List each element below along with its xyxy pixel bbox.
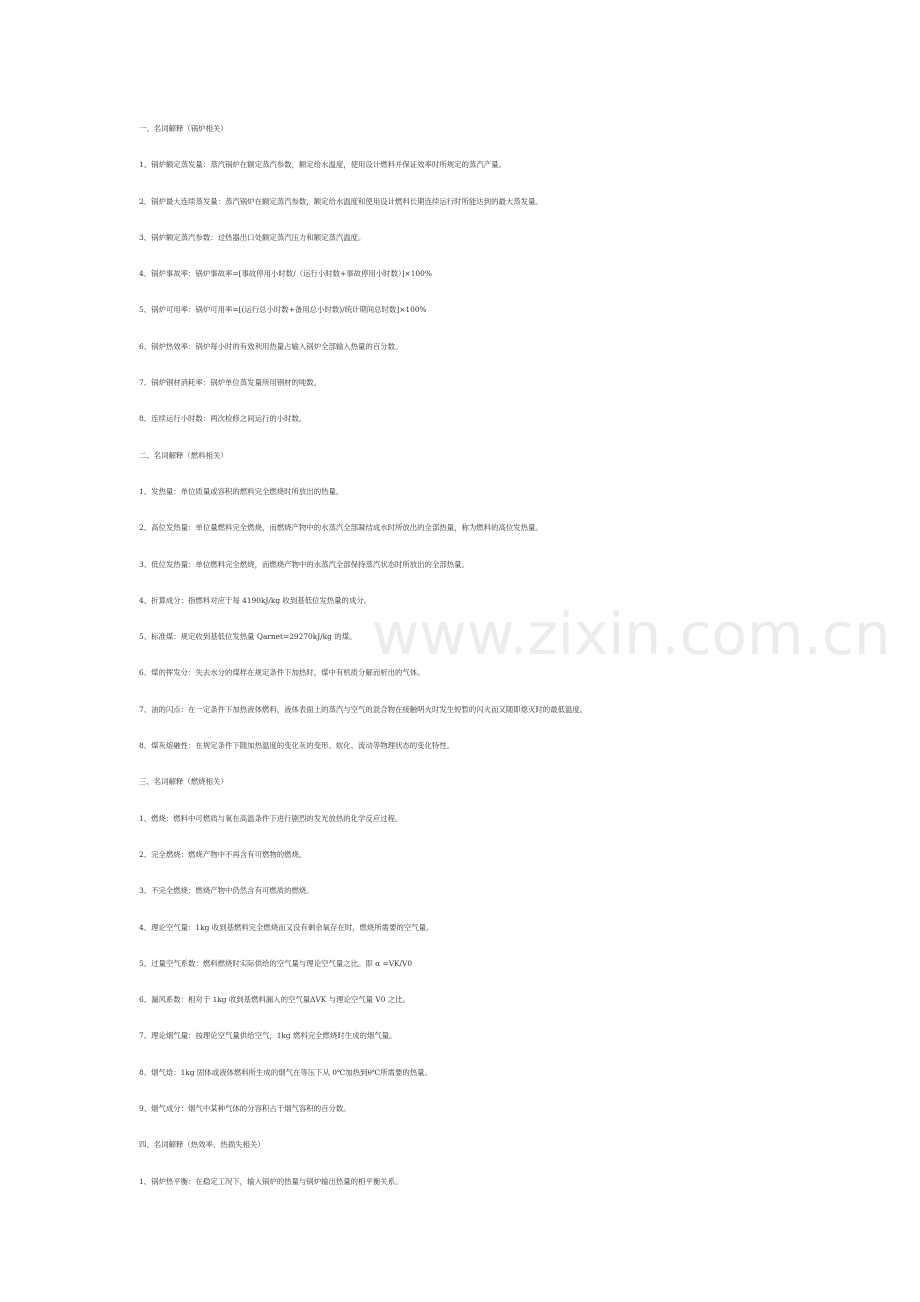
- list-item: 4、理论空气量：1kg 收到基燃料完全燃烧而又没有剩余氧存在时，燃烧所需要的空气量。: [139, 922, 434, 932]
- list-item: 5、锅炉可用率：锅炉可用率=[(运行总小时数+备用总小时数)/统计期间总时数]×100%: [139, 305, 427, 315]
- list-item: 8、连续运行小时数：两次检修之间运行的小时数。: [139, 414, 307, 424]
- list-item: 6、煤的挥发分：失去水分的煤样在规定条件下加热时，煤中有机质分解而析出的气体。: [139, 668, 425, 678]
- list-item: 4、折算成分：指燃料对应于每 4190kJ/kg 收到基低位发热量的成分。: [139, 595, 372, 605]
- section-heading: 三、名词解释（燃烧相关）: [139, 777, 228, 787]
- section-heading: 四、名词解释（热效率、热损失相关）: [139, 1140, 265, 1150]
- list-item: 3、不完全燃烧：燃烧产物中仍然含有可燃质的燃烧。: [139, 886, 314, 896]
- list-item: 3、锅炉额定蒸汽参数：过热器出口处额定蒸汽压力和额定蒸汽温度。: [139, 232, 366, 242]
- section-heading: 二、名词解释（燃料相关）: [139, 450, 228, 460]
- list-item: 2、锅炉最大连续蒸发量：蒸汽锅炉在额定蒸汽参数，额定给水温度和使用设计燃料长期连续运行时所能达到的最大蒸发量。: [139, 196, 543, 206]
- list-item: 5、过量空气系数：燃料燃烧时实际供给的空气量与理论空气量之比。即 α =VK/V0: [139, 958, 413, 968]
- list-item: 5、标准煤：规定收到基低位发热量 Qarnet=29270kJ/kg 的煤。: [139, 632, 357, 642]
- list-item: 4、锅炉事故率：锅炉事故率=[事故停用小时数/（运行小时数+事故停用小时数）]×100%: [139, 269, 432, 279]
- list-item: 8、煤灰熔融性：在规定条件下随加热温度的变化灰的变形、软化、流动等物理状态的变化特性。: [139, 741, 455, 751]
- list-item: 1、锅炉热平衡：在稳定工况下，输入锅炉的热量与锅炉输出热量的相平衡关系。: [139, 1176, 403, 1186]
- list-item: 7、理论烟气量：按理论空气量供给空气，1kg 燃料完全燃烧时生成的烟气量。: [139, 1031, 397, 1041]
- list-item: 6、漏风系数：相对于 1kg 收到基燃料漏入的空气量ΔVK 与理论空气量 V0 之比。: [139, 995, 410, 1005]
- watermark: www.zixin.com.cn: [372, 600, 891, 668]
- document-body: [139, 124, 839, 1187]
- list-item: 2、完全燃烧：燃烧产物中不再含有可燃物的燃烧。: [139, 849, 307, 859]
- list-item: 1、发热量：单位质量或容积的燃料完全燃烧时所放出的热量。: [139, 486, 344, 496]
- list-item: 1、燃烧：燃料中可燃质与氧在高温条件下进行剧烈的发光放热的化学反应过程。: [139, 813, 403, 823]
- list-item: 9、烟气成分：烟气中某种气体的分容积占干烟气容积的百分数。: [139, 1104, 351, 1114]
- section-heading: 一、名词解释（锅炉相关）: [139, 124, 228, 133]
- list-item: 7、油的闪点：在一定条件下加热液体燃料，液体表面上的蒸汽与空气的混合物在接触明火时发生短暂的闪火而又随即熄灭时的最低温度。: [139, 704, 588, 714]
- list-item: 7、锅炉钢材消耗率：锅炉单位蒸发量所用钢材的吨数。: [139, 378, 322, 388]
- list-item: 1、锅炉额定蒸发量：蒸汽锅炉在额定蒸汽参数，额定给水温度，使用设计燃料并保证效率时所规定的蒸汽产量。: [139, 160, 506, 170]
- list-item: 2、高位发热量：单位量燃料完全燃烧，而燃烧产物中的水蒸汽全部凝结成水时所放出的全部热量，称为燃料的高位发热量。: [139, 523, 543, 533]
- list-item: 3、低位发热量：单位燃料完全燃烧，而燃烧产物中的水蒸汽全部保持蒸汽状态时所放出的全部热量。: [139, 559, 469, 569]
- list-item: 8、烟气焓：1kg 固体或液体燃料所生成的烟气在等压下从 0℃加热到θ℃所需要的热量。: [139, 1067, 432, 1077]
- list-item: 6、锅炉热效率：锅炉每小时的有效利用热量占输入锅炉全部输入热量的百分数。: [139, 341, 403, 351]
